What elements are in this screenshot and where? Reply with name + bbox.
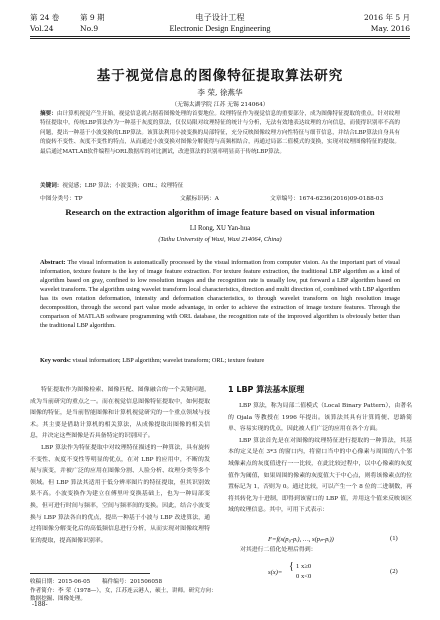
keywords-cn xyxy=(40,182,400,191)
affiliation-en: (Taihu University of Wuxi, Wuxi 214064, China) xyxy=(158,236,282,243)
author-bio: 作者简介：李 荣（1978—），女，江苏连云港人，硕士，讲师。研究方向：数据挖掘、图像处理。 xyxy=(30,588,217,602)
introduction-column xyxy=(30,385,210,547)
page-number: -188- xyxy=(32,601,48,608)
issue-cn: 第 9 期 xyxy=(80,13,105,22)
keywords-label-en: Key words: xyxy=(40,357,71,364)
volume-cn: 第 24 卷 xyxy=(30,13,60,22)
header-rule-top xyxy=(30,36,410,37)
affiliation-cn: （无锡太湖学院 江苏 无锡 214064） xyxy=(171,102,269,108)
equation-2-case-2: 0 x<0 xyxy=(296,573,312,580)
keywords-label-cn: 关键词： xyxy=(40,183,63,189)
formula-intro-text: 对其进行二值化处理后得到： xyxy=(240,547,317,553)
clc-number: 中图分类号：TP xyxy=(40,196,83,202)
section1-paragraph: LBP 算法，称为局部二值模式（Local Binary Pattern），由著名的 Ojala 等教授在 1996 年提出。该算法其具有计算简便、思路简单、容易实现的优点，因此被人们广泛的应用在各个方面。 xyxy=(228,403,412,433)
abstract-text-en: The visual information is automatically processed by the visual information from computer vision. As the important part of visual information, texture feature is the key of image feature extraction. For texture feature extraction, the traditional LBP algorithm as a kind of algorithm based on gray, confined to low resolution images and the recognition rate is usually low, put forward a LBP algorithm based on wavelet transform. The algorithm using wavelet transform local characteristics, direction and multi direction of, combined with LBP algorithm has its own rotation deformation, intensity and deformation characteristics, to through wavelet transform on high resolution image decomposition, through the second part value mode advantage, in order to achieve the extraction of image texture features. Through the comparison of MATLAB software programming with ORL database, the recognition rate of the improved algorithm is obviously better than the traditional LBP algorithm. xyxy=(40,259,400,330)
received-dates xyxy=(30,578,220,586)
equation-1-number: (1) xyxy=(390,535,398,542)
equation-1: F=f(s(p₀-pᵢ), …, s(pₚ-pᵢ)) xyxy=(268,536,334,543)
intro-paragraph: 特征提取作为图像检索、图像匹配、图像融合的一个关键问题，成为当前研究的重点之一。而在视觉信息图像特征提取中，如何提取图像的特征，是当前智能图像和计算机视觉研究的一个重点领域与技术。其主要是借助计算机的相关算法，从成像提取出图像的相关信息，并决定这些图像是否具备特定的识别因子。 xyxy=(30,387,210,440)
section1-body xyxy=(228,401,412,517)
equation-2-brace: { xyxy=(289,561,294,572)
abstract-en xyxy=(40,258,400,330)
keywords-text-en: visual information; LBP algorithm; wavelet transform; ORL; texture feature xyxy=(72,357,265,364)
authors-cn: 李 荣, 徐燕华 xyxy=(197,88,243,97)
journal-name-en: Electronic Design Engineering xyxy=(169,24,271,33)
intro-paragraph: LBP 算法作为特征提取中对纹理特征描述的一种算法，具有旋转不变性、灰度不变性等明显的优点，在对 LBP 的应用中，不断的发展与演变，并被广泛的应用在图像分割、人脸分析、纹理分类等多个领域。但 LBP 算法其适用于低分辨率图片的特征提取，但其识别效果不高。小波变换作为建立在傅里叶变换基础上，也为一种局部变换，但可进行时间与频率，空间与频率间的变换。因此，结合小波变换与 LBP 算法各自的优点，提出一种基于小波与 LBP 改进算法，通过将图像分解变化后的高低频信息进行分析，从而实现对图像纹理特征的提取，提高图像识别率。 xyxy=(30,444,210,544)
section-heading: 1 LBP 算法基本原理 xyxy=(228,385,305,394)
date-en: May. 2016 xyxy=(370,24,410,33)
abstract-text-cn: 由计算机视觉产生开始，视觉信息就占据着图像处理的首要地位。纹理特征作为视觉信息的重要部分，成为图像特征提取的重点。针对纹理特征提取中，传统LBP算法作为一种基于灰度的算法，仅仅局限对纹理特征的统计与分析，无法有效地表达纹理的方向信息，而使得识别率不高的问题，提出一种基于小波变换的LBP算法。该算法利用小波变换的局部特征，充分反映图像纹理方向性特征与细节信息，并结合LBP算法自身具有的旋转不变性、灰度不变性的特点，从而通过小波变换对图像分解使得与高频相结合，再通过局部二值模式的变换，实现对纹理图像特征的提取。最后通过MATLAB软件编程与ORL数据库的对比测试，改进算法的识别率明显高于传统LBP算法。 xyxy=(40,111,400,155)
document-code: 文献标识码：A xyxy=(180,196,219,202)
equation-2-number: (2) xyxy=(390,568,398,575)
authors-en: LI Rong, XU Yan-hua xyxy=(189,225,251,232)
issue-en: No.9 xyxy=(80,24,99,33)
paper-title-cn: 基于视觉信息的图像特征提取算法研究 xyxy=(96,68,344,84)
footnote-rule xyxy=(30,573,150,574)
paper-title-en: Research on the extraction algorithm of image feature based on visual information xyxy=(65,207,375,217)
volume-en: Vol.24 xyxy=(30,24,54,33)
keywords-text-cn: 视觉感；LBP 算法；小波变换；ORL；纹理特征 xyxy=(62,183,184,189)
abstract-label-cn: 摘要： xyxy=(40,111,57,117)
abstract-cn xyxy=(40,110,400,157)
equation-2-lhs: s(x)= xyxy=(268,569,283,576)
header-rule-bottom xyxy=(30,38,410,39)
section1-paragraph: LBP 算法首先是在对图像的纹理特征进行提取的一种算法，其基本的定义是在 3*3 的窗口内，将窗口当中的中心像素与周围的八个邻域像素点的灰度值进行一一比较，在此比较过程中，以中心像素的灰度值作为阈值，如果周围的像素的灰度值大于中心点，则将该像素点的位置标记为 1，否则为 0。通过比较，可以产生一个 8 位的二进制数，再将其转化为十进制，即得到该窗口的 LBP 值，并用这个值来反映该区域的纹理信息。其中，可用下式表示： xyxy=(228,437,412,514)
manuscript-number: 稿件编号：201506058 xyxy=(102,579,163,585)
equation-2-case-1: 1 x≥0 xyxy=(296,563,312,570)
date-cn: 2016 年 5 月 xyxy=(363,13,410,22)
received-date: 收稿日期：2015-06-05 xyxy=(30,579,91,585)
article-number: 文章编号：1674-6236(2016)09-0188-03 xyxy=(270,196,384,202)
keywords-en xyxy=(40,356,400,365)
abstract-label-en: Abstract: xyxy=(40,259,66,266)
journal-name-cn: 电子设计工程 xyxy=(195,12,245,22)
